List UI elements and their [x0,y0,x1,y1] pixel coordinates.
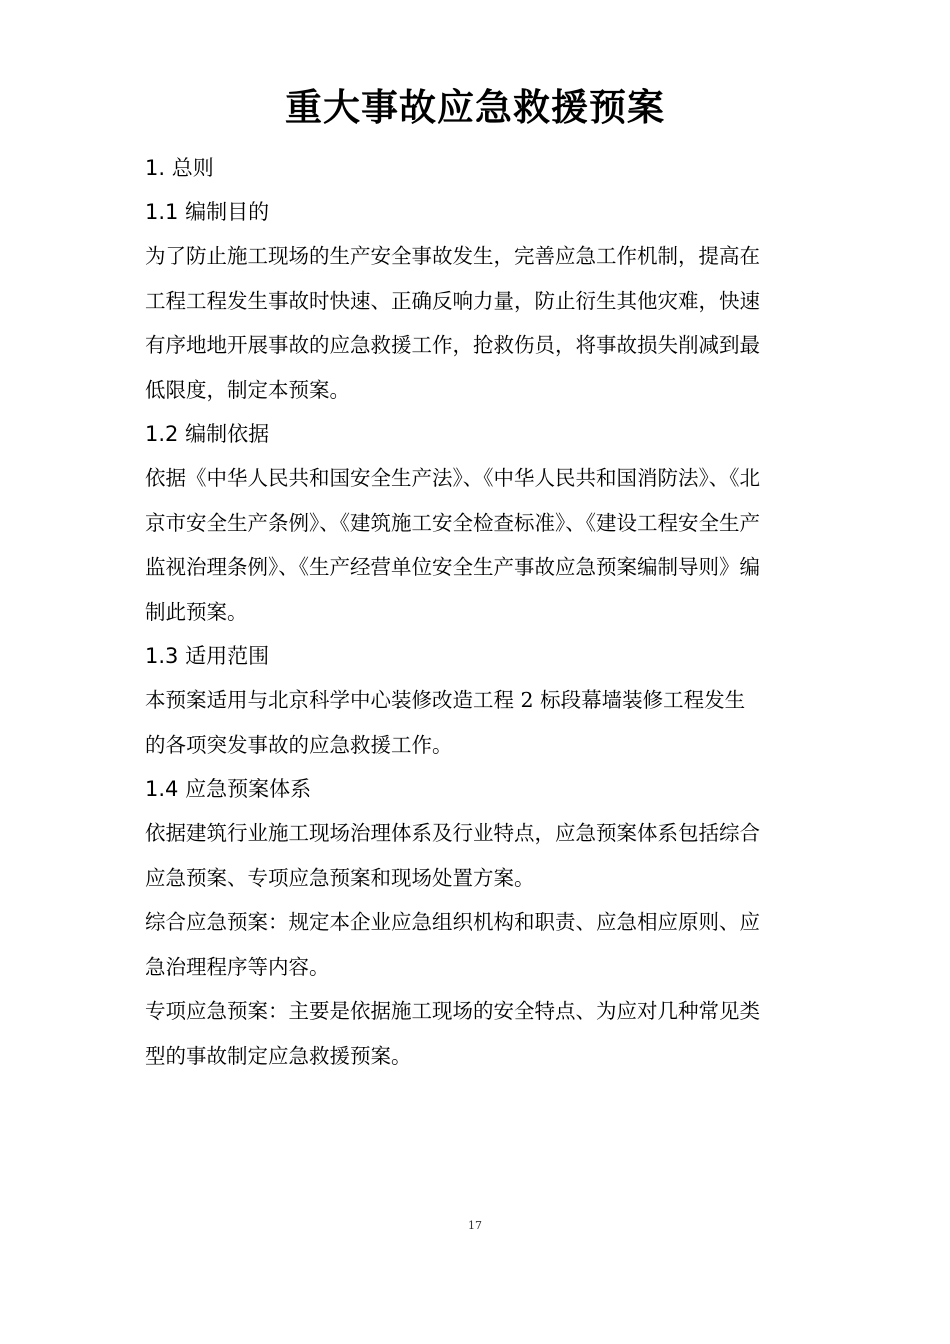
paragraph-plan-system [145,811,820,900]
page-number: 17 [468,1219,482,1232]
section-heading-plan-system: 1.4 应急预案体系 [145,777,312,801]
paragraph-line: 综合应急预案：规定本企业应急组织机构和职责、应急相应原则、应 [145,910,760,934]
paragraph-purpose [145,234,820,412]
paragraph-line: 依据建筑行业施工现场治理体系及行业特点，应急预案体系包括综合 [145,821,760,845]
paragraph-line: 本预案适用与北京科学中心装修改造工程 2 标段幕墙装修工程发生 [145,688,746,712]
paragraph-line: 有序地地开展事故的应急救援工作，抢救伤员，将事故损失削减到最 [145,333,760,357]
paragraph-line: 专项应急预案：主要是依据施工现场的安全特点、为应对几种常见类 [145,999,760,1023]
paragraph-line: 依据《中华人民共和国安全生产法》、《中华人民共和国消防法》、《北 [145,466,760,490]
document-body [145,146,820,1078]
paragraph-line: 工程工程发生事故时快速、正确反响力量，防止衍生其他灾难，快速 [145,288,760,313]
paragraph-line: 型的事故制定应急救援预案。 [145,1043,412,1068]
paragraph-comprehensive-plan [145,900,820,989]
paragraph-line: 监视治理条例》、《生产经营单位安全生产事故应急预案编制导则》编 [145,555,760,579]
section-heading-purpose: 1.1 编制目的 [145,200,270,224]
document-title: 重大事故应急救援预案 [285,86,665,129]
paragraph-line: 的各项突发事故的应急救援工作。 [145,732,453,757]
paragraph-basis [145,456,820,634]
section-heading-basis: 1.2 编制依据 [145,422,270,446]
section-heading-general: 1. 总则 [145,156,214,180]
paragraph-line: 急治理程序等内容。 [145,954,330,979]
paragraph-scope [145,678,820,767]
paragraph-line: 应急预案、专项应急预案和现场处置方案。 [145,865,535,890]
paragraph-line: 京市安全生产条例》、《建筑施工安全检查标准》、《建设工程安全生产 [145,510,760,535]
paragraph-line: 为了防止施工现场的生产安全事故发生，完善应急工作机制，提高在 [145,244,760,268]
paragraph-line: 制此预案。 [145,599,248,624]
section-heading-scope: 1.3 适用范围 [145,644,270,668]
paragraph-special-plan [145,989,820,1078]
paragraph-line: 低限度，制定本预案。 [145,377,350,402]
